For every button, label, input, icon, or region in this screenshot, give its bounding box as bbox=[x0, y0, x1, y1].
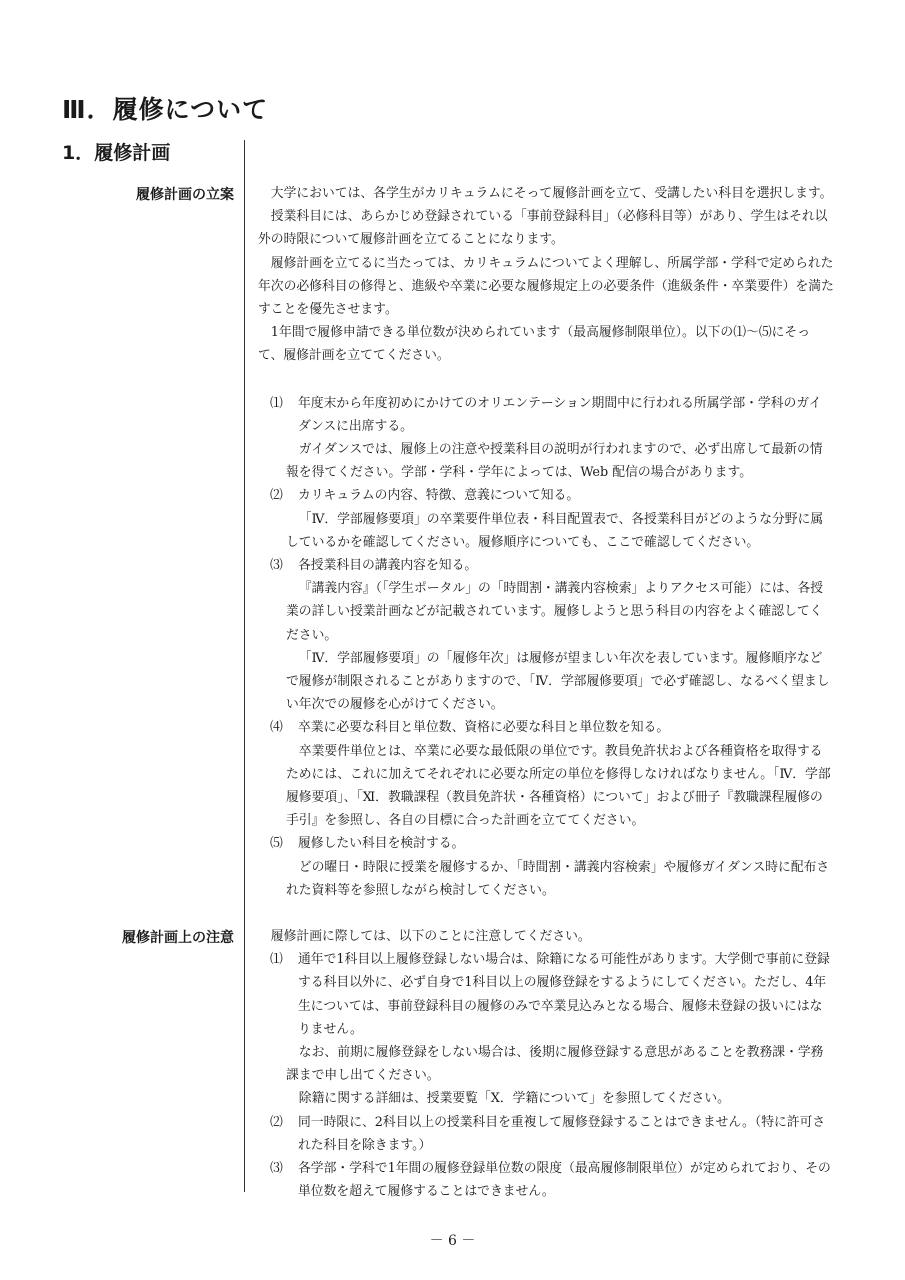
item-detail: なお、前期に履修登録をしない場合は、後期に履修登録する意思があることを教務課・学務課まで申し出てください。 bbox=[286, 1045, 824, 1084]
notes-label: 履修計画上の注意 bbox=[122, 930, 234, 946]
item-detail: 『講義内容』（「学生ポータル」の「時間割・講義内容検索」よりアクセス可能）には、各授業の詳しい授業計画などが記載されています。履修しようと思う科目の内容をよく確認してください。 bbox=[286, 581, 824, 643]
plan-item bbox=[258, 832, 834, 855]
item-detail: 「Ⅳ．学部履修要項」の卒業要件単位表・科目配置表で、各授業科目がどのような分野に属しているかを確認してください。履修順序についても、ここで確認してください。 bbox=[286, 511, 824, 550]
item-text: 卒業に必要な科目と単位数、資格に必要な科目と単位数を知る。 bbox=[298, 720, 670, 736]
item-text: 年度末から年度初めにかけてのオリエンテーション期間中に行われる所属学部・学科のガイダンスに出席する。 bbox=[298, 395, 822, 434]
item-text: 履修したい科目を検討する。 bbox=[298, 836, 465, 852]
plan-paragraph: 履修計画を立てるに当たっては、カリキュラムについてよく理解し、所属学部・学科で定められた年次の必修科目の修得と、進級や卒業に必要な履修規定上の必要条件（進級条件・卒業要件）を満たすことを優先させます。 bbox=[258, 255, 834, 318]
item-number: ⑶ bbox=[270, 558, 283, 574]
item-detail: 卒業要件単位とは、卒業に必要な最低限の単位です。教員免許状および各種資格を取得するためには、これに加えてそれぞれに必要な所定の単位を修得しなければなりません。「Ⅳ．学部履修要項」、「Ⅺ．教職課程（教員免許状・各種資格）について」および冊子『教職課程履修の手引』を参照し、各自の目標に合った計画を立ててください。 bbox=[286, 743, 831, 829]
section-title: 1．履修計画 bbox=[62, 142, 171, 164]
notes-section bbox=[258, 925, 834, 1203]
item-detail: どの曜日・時限に授業を履修するか、「時間割・講義内容検索」や履修ガイダンス時に配布された資料等を参照しながら検討してください。 bbox=[286, 859, 830, 898]
section-divider-line bbox=[244, 140, 245, 1192]
plan-paragraph: 授業科目には、あらかじめ登録されている「事前登録科目」（必修科目等）があり、学生はそれ以外の時限について履修計画を立てることになります。 bbox=[258, 209, 828, 248]
item-number: ⑵ bbox=[270, 1114, 283, 1130]
note-item bbox=[258, 948, 834, 1041]
chapter-title: Ⅲ．履修について bbox=[62, 95, 269, 124]
page-number: － 6 － bbox=[429, 1233, 476, 1249]
item-number: ⑸ bbox=[270, 836, 283, 852]
item-text: 通年で1科目以上履修登録しない場合は、除籍になる可能性があります。大学側で事前に登録する科目以外に、必ず自身で1科目以上の履修登録をするようにしてください。ただし、4年生については、事前登録科目の履修のみで卒業見込みとなる場合、履修未登録の扱いにはなりません。 bbox=[298, 952, 830, 1037]
item-number: ⑶ bbox=[270, 1161, 283, 1177]
plan-item bbox=[258, 484, 834, 507]
plan-item bbox=[258, 554, 834, 577]
item-text: カリキュラムの内容、特徴、意義について知る。 bbox=[298, 488, 580, 504]
item-number: ⑴ bbox=[270, 952, 283, 968]
plan-item bbox=[258, 392, 834, 438]
plan-item bbox=[258, 716, 834, 739]
plan-paragraph: 大学においては、各学生がカリキュラムにそって履修計画を立て、受講したい科目を選択します。 bbox=[270, 186, 833, 201]
item-number: ⑵ bbox=[270, 488, 283, 504]
note-item bbox=[258, 1111, 834, 1157]
item-text: 各学部・学科で1年間の履修登録単位数の限度（最高履修制限単位）が定められており、その単位数を超えて履修することはできません。 bbox=[298, 1161, 831, 1200]
item-number: ⑴ bbox=[270, 395, 283, 411]
plan-section bbox=[258, 182, 834, 902]
plan-paragraph: 1年間で履修申請できる単位数が決められています（最高履修制限単位）。以下の⑴〜⑸にそって、履修計画を立ててください。 bbox=[258, 325, 811, 364]
item-detail: 除籍に関する詳細は、授業要覧「Ⅹ．学籍について」を参照してください。 bbox=[298, 1091, 730, 1107]
item-number: ⑷ bbox=[270, 720, 283, 736]
note-item bbox=[258, 1157, 834, 1203]
item-text: 同一時限に、2科目以上の授業科目を重複して履修登録することはできません。（特に許可された科目を除きます。） bbox=[298, 1114, 826, 1153]
item-detail: 「Ⅳ．学部履修要項」の「履修年次」は履修が望ましい年次を表しています。履修順序などで履修が制限されることがありますので、「Ⅳ．学部履修要項」で必ず確認し、なるべく望ましい年次での履修を心がけてください。 bbox=[286, 650, 830, 713]
notes-intro: 履修計画に際しては、以下のことに注意してください。 bbox=[270, 929, 591, 944]
item-text: 各授業科目の講義内容を知る。 bbox=[298, 558, 478, 574]
plan-label: 履修計画の立案 bbox=[136, 187, 234, 203]
item-detail: ガイダンスでは、履修上の注意や授業科目の説明が行われますので、必ず出席して最新の情報を得てください。学部・学科・学年によっては、Web 配信の場合があります。 bbox=[286, 442, 823, 481]
